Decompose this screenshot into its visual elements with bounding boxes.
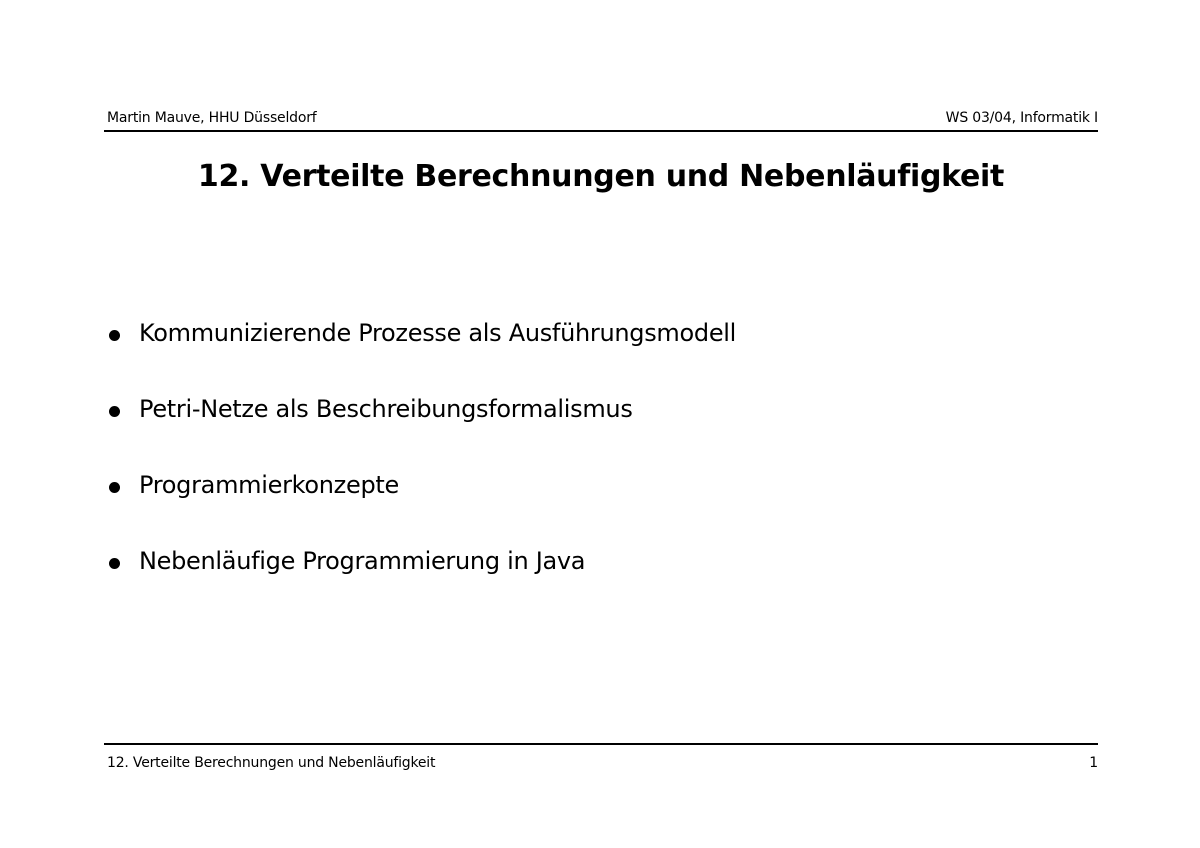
header-course: WS 03/04, Informatik I: [945, 110, 1098, 126]
page-header: [104, 108, 1098, 132]
list-item: [104, 391, 1098, 467]
list-item: [104, 543, 1098, 619]
header-author: Martin Mauve, HHU Düsseldorf: [107, 110, 317, 126]
bullet-text: Nebenläufige Programmierung in Java: [139, 547, 586, 575]
page-footer: [104, 743, 1098, 775]
bullet-icon: [109, 330, 120, 341]
bullet-text: Petri-Netze als Beschreibungsformalismus: [139, 395, 633, 423]
bullet-icon: [109, 482, 120, 493]
slide-title: 12. Verteilte Berechnungen und Nebenläufigkeit: [197, 159, 1005, 194]
footer-chapter: 12. Verteilte Berechnungen und Nebenläufigkeit: [107, 755, 436, 771]
bullet-text: Kommunizierende Prozesse als Ausführungsmodell: [139, 319, 737, 347]
page-number: 1: [1089, 755, 1098, 771]
bullet-icon: [109, 406, 120, 417]
bullet-list: [104, 315, 1098, 619]
list-item: [104, 315, 1098, 391]
list-item: [104, 467, 1098, 543]
bullet-text: Programmierkonzepte: [139, 471, 399, 499]
bullet-icon: [109, 558, 120, 569]
